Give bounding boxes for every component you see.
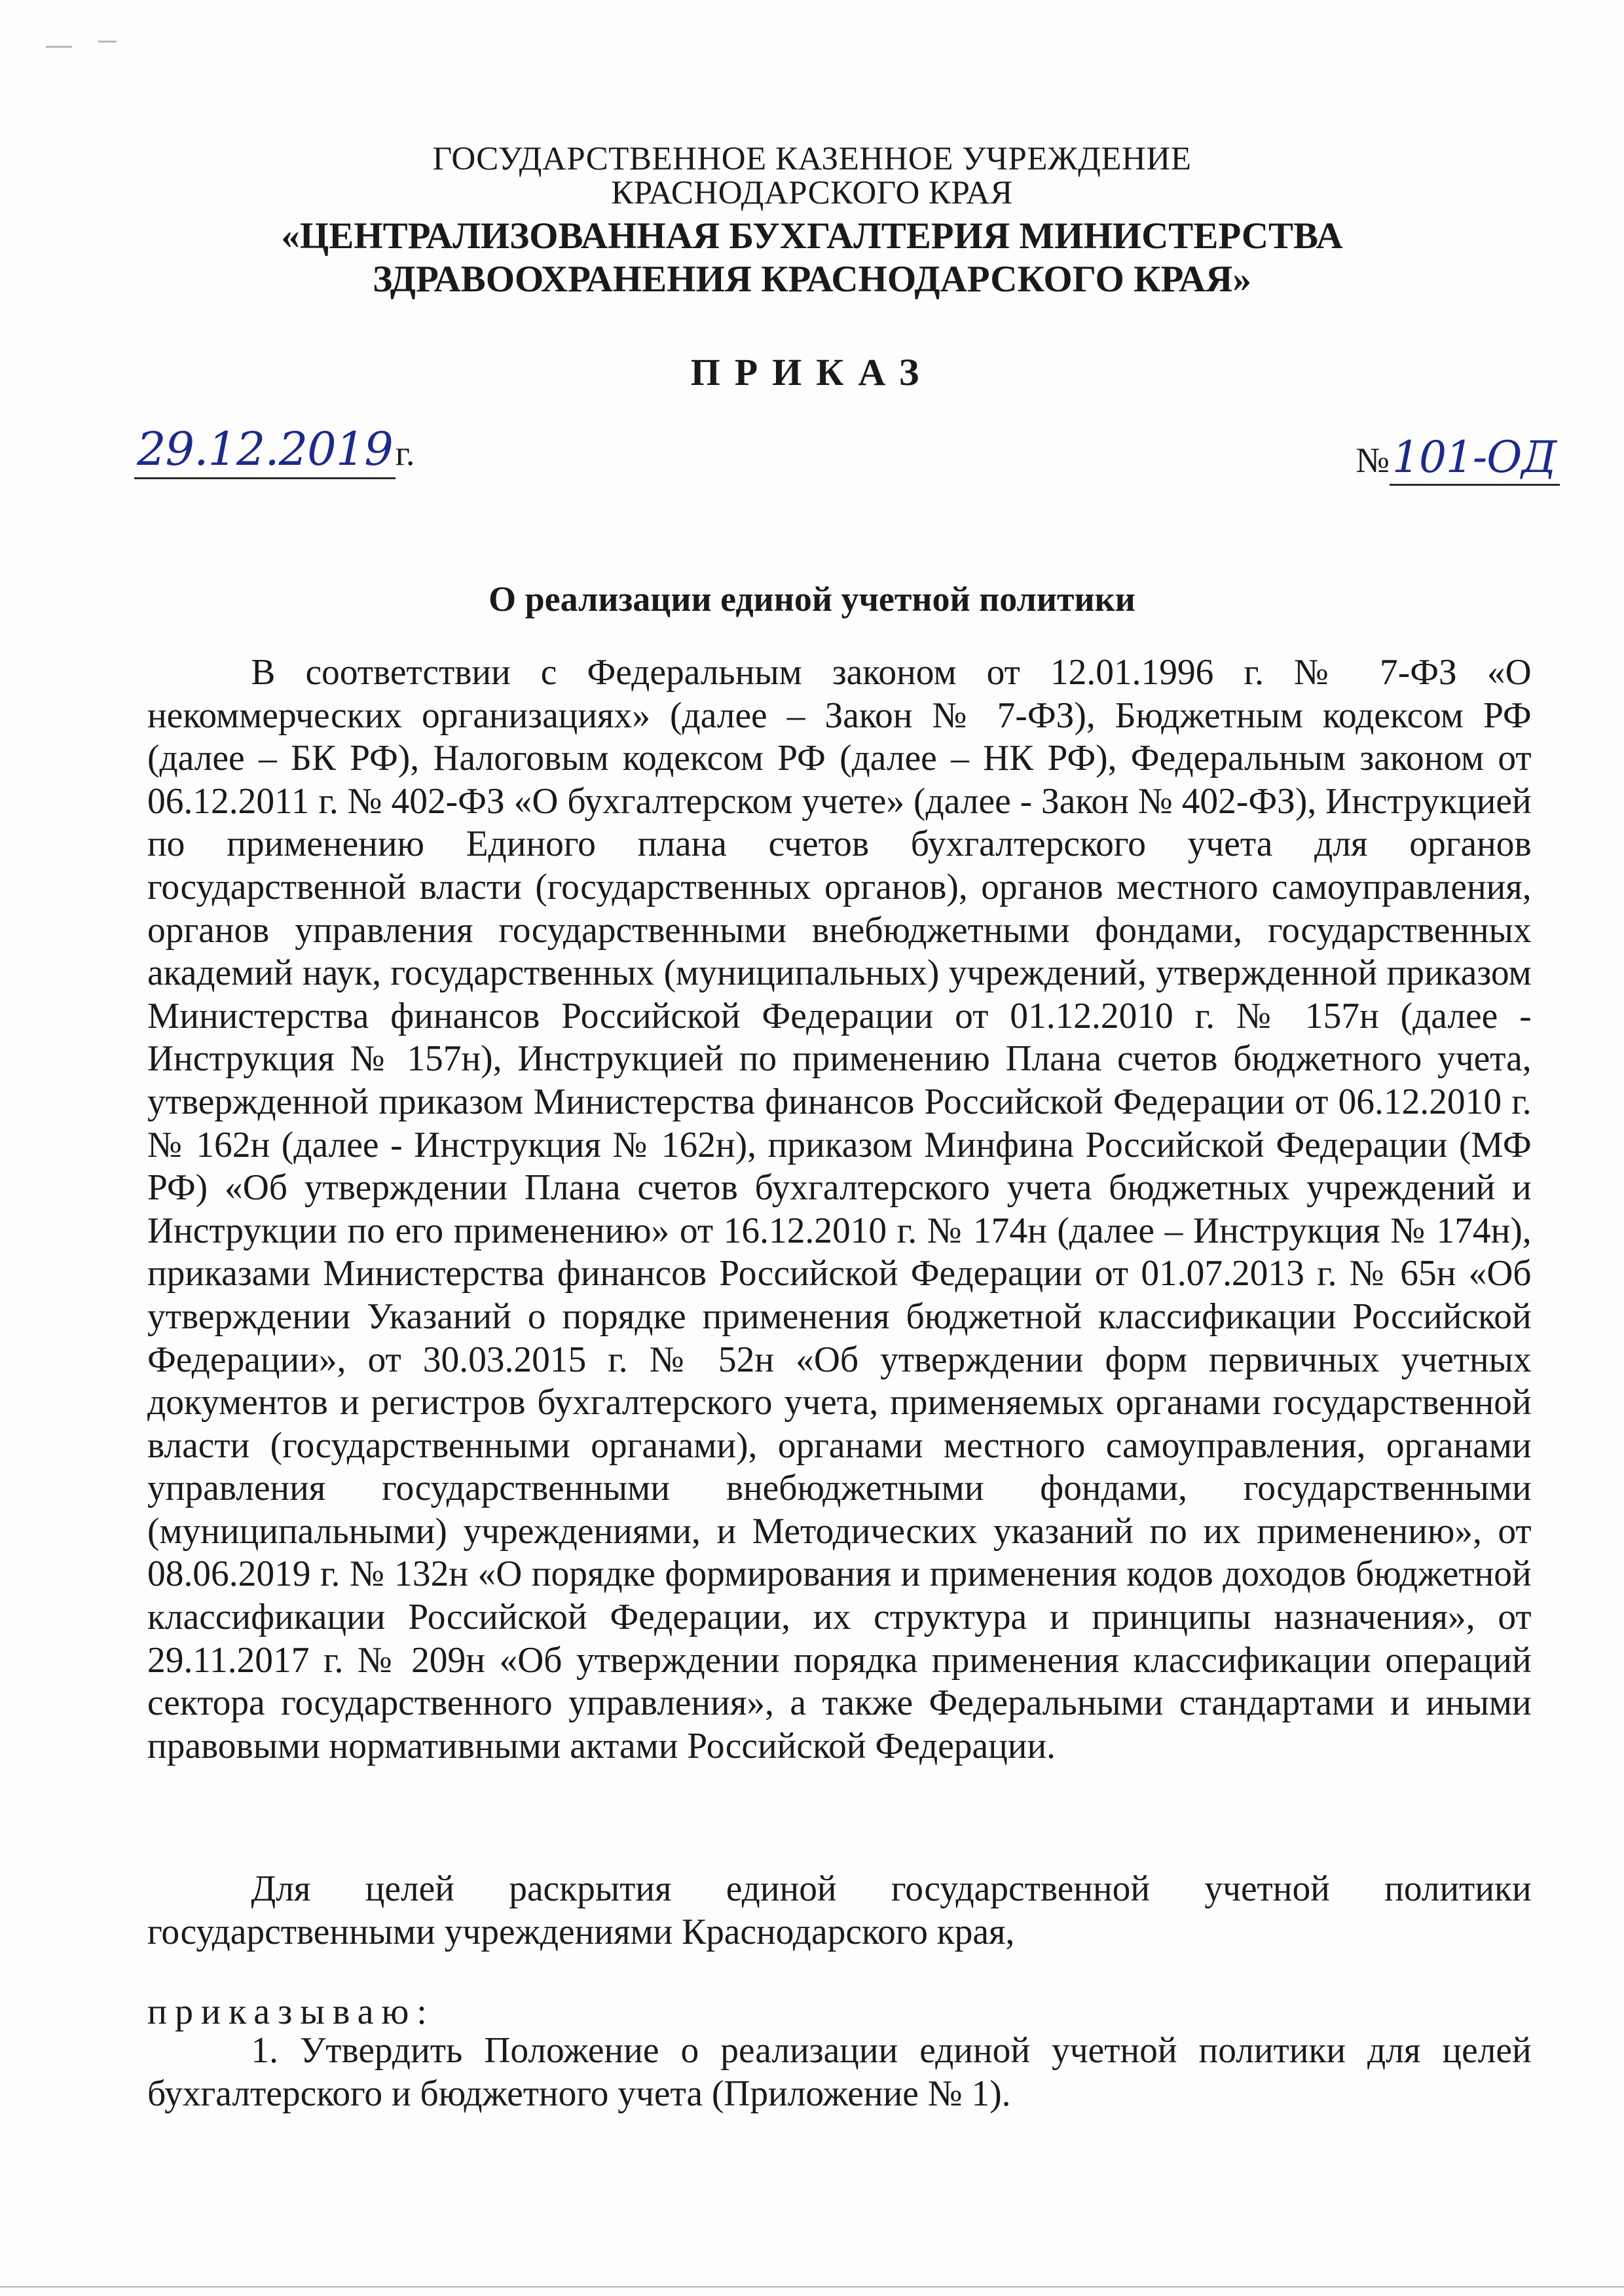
handwritten-date: 29.12.2019 — [134, 422, 396, 479]
body-paragraph-legal-basis: В соответствии с Федеральным законом от 12.01.1996 г. № 7-ФЗ «О некоммерческих организациях» (далее – Закон № 7-ФЗ), Бюджетным кодексом РФ (далее – БК РФ), Налоговым кодексом РФ (далее – НК РФ), Федеральным законом от 06.12.2011 г. № 402-ФЗ «О бухгалтерском учете» (далее - Закон № 402-ФЗ), Инструкцией по применению Единого плана счетов бухгалтерского учета для органов государственной власти (государственных органов), органов местного самоуправления, органов управления государственными внебюджетными фондами, государственных академий наук, государственных (муниципальных) учреждений, утвержденной приказом Министерства финансов Российской Федерации от 01.12.2010 г. № 157н (далее - Инструкция № 157н), Инструкцией по применению Плана счетов бюджетного учета, утвержденной приказом Министерства финансов Российской Федерации от 06.12.2010 г. № 162н (далее - Инструкция № 162н), приказом Минфина Российской Федерации (МФ РФ) «Об утверждении Плана счетов бухгалтерского учета бюджетных учреждений и Инструкции по его применению» от 16.12.2010 г. № 174н (далее – Инструкция № 174н), приказами Министерства финансов Российской Федерации от 01.07.2013 г. № 65н «Об утверждении Указаний о порядке применения бюджетной классификации Российской Федерации», от 30.03.2015 г. № 52н «Об утверждении форм первичных учетных документов и регистров бухгалтерского учета, применяемых органами государственной власти (государственными органами), органами местного самоуправления, органами управления государственными внебюджетными фондами, государственными (муниципальными) учреждениями, и Методических указаний по их применению», от 08.06.2019 г. № 132н «О порядке формирования и применения кодов доходов бюджетной классификации Российской Федерации, их структура и принципы назначения», от 29.11.2017 г. № 209н «Об утверждении порядка применения классификации операций сектора государственного управления», а также Федеральными стандартами и иными правовыми нормативными актами Российской Федерации. — [147, 652, 1532, 1766]
document-kind-title: ПРИКАЗ — [690, 351, 934, 393]
organization-region: КРАСНОДАРСКОГО КРАЯ — [611, 175, 1013, 211]
order-word: приказываю: — [147, 1992, 435, 2032]
organization-type: ГОСУДАРСТВЕННОЕ КАЗЕННОЕ УЧРЕЖДЕНИЕ — [432, 141, 1192, 177]
scan-edge-line — [0, 2286, 1624, 2287]
date-suffix: г. — [395, 433, 415, 473]
body-paragraph-purpose: Для целей раскрытия единой государственной учетной политики государственными учреждениями Краснодарского края, — [147, 1868, 1532, 1952]
organization-name-line-1: «ЦЕНТРАЛИЗОВАННАЯ БУХГАЛТЕРИЯ МИНИСТЕРСТВА — [281, 215, 1343, 257]
number-sign: № — [1356, 441, 1390, 480]
organization-name-line-2: ЗДРАВООХРАНЕНИЯ КРАСНОДАРСКОГО КРАЯ» — [373, 259, 1251, 300]
document-date — [134, 422, 415, 475]
handwritten-number: 101-ОД — [1390, 432, 1560, 486]
document-subject: О реализации единой учетной политики — [489, 579, 1135, 619]
document-number — [1356, 432, 1560, 486]
scan-artifact — [98, 41, 117, 43]
scan-artifact — [46, 46, 72, 48]
body-paragraph-item-1: 1. Утвердить Положение о реализации единой учетной политики для целей бухгалтерского и бюджетного учета (Приложение № 1). — [147, 2030, 1532, 2114]
